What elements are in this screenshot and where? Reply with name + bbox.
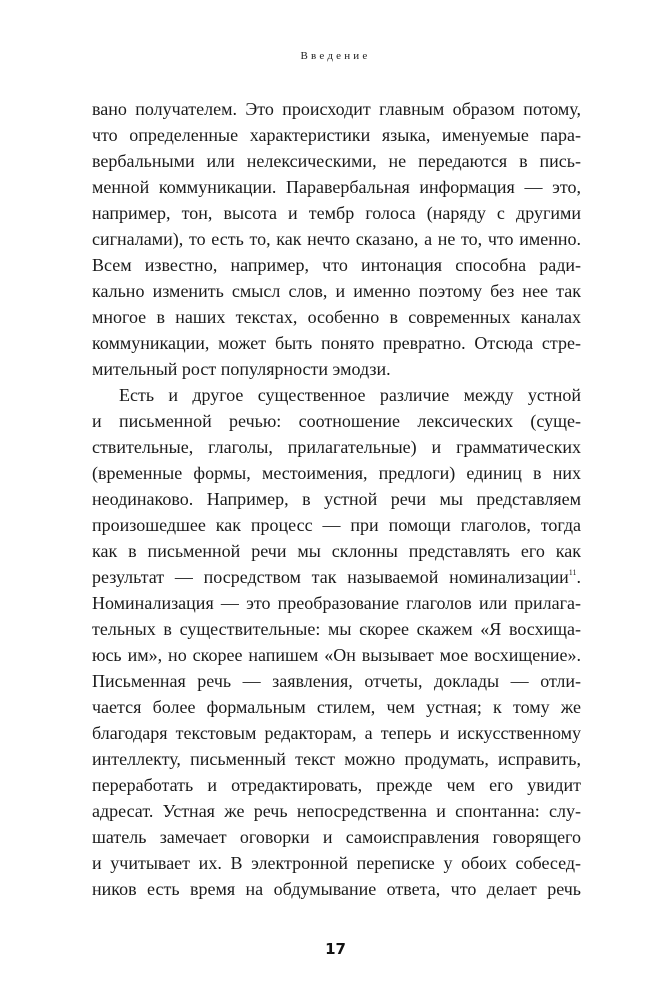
text-line: многое в наших текстах, особенно в современных каналах xyxy=(92,307,581,327)
text-line: коммуникации, может быть понято превратно. Отсюда стре- xyxy=(92,333,581,353)
text-line: произошедшее как процесс — при помощи глаголов, тогда xyxy=(92,515,581,535)
text-line: неодинаково. Например, в устной речи мы представляем xyxy=(92,489,581,509)
text-line: юсь им», но скорее напишем «Он вызывает мое восхищение». xyxy=(92,645,581,665)
text-segment: результат — посредством так называемой номинализации xyxy=(92,567,569,587)
text-line: переработать и отредактировать, прежде чем его увидит xyxy=(92,775,581,795)
text-line: например, тон, высота и тембр голоса (наряду с другими xyxy=(92,203,581,223)
text-line: менной коммуникации. Паравербальная информация — это, xyxy=(92,177,581,197)
running-head: Введение xyxy=(300,50,371,62)
text-line-with-footnote xyxy=(92,566,581,588)
sentence-period: . xyxy=(576,567,581,587)
text-line: адресат. Устная же речь непосредственна и спонтанна: слу- xyxy=(92,801,581,821)
text-line: ствительные, глаголы, прилагательные) и грамматических xyxy=(92,437,581,457)
text-line: мительный рост популярности эмодзи. xyxy=(92,359,391,379)
page-number: 17 xyxy=(325,940,346,958)
text-line: Письменная речь — заявления, отчеты, доклады — отли- xyxy=(92,671,581,691)
paragraph-first-line: Есть и другое существенное различие между устной xyxy=(119,385,581,405)
text-line: тельных в существительные: мы скорее скажем «Я восхища- xyxy=(92,619,581,639)
text-line: как в письменной речи мы склонны представлять его как xyxy=(92,541,581,561)
text-line: кально изменить смысл слов, и именно поэтому без нее так xyxy=(92,281,581,301)
text-line: шатель замечает оговорки и самоисправления говорящего xyxy=(92,827,581,847)
text-line: вербальными или нелексическими, не передаются в пись- xyxy=(92,151,581,171)
text-line: (временные формы, местоимения, предлоги) единиц в них xyxy=(92,463,581,483)
text-line: Номинализация — это преобразование глаголов или прилага- xyxy=(92,593,581,613)
footnote-reference[interactable]: 11 xyxy=(568,568,577,577)
text-line: что определенные характеристики языка, именуемые пара- xyxy=(92,125,581,145)
text-line: и письменной речью: соотношение лексических (суще- xyxy=(92,411,581,431)
text-line: Всем известно, например, что интонация способна ради- xyxy=(92,255,581,275)
text-line: и учитывает их. В электронной переписке у обоих собесед- xyxy=(92,853,581,873)
text-line: интеллекту, письменный текст можно продумать, исправить, xyxy=(92,749,581,769)
text-line: сигналами), то есть то, как нечто сказано, а не то, что именно. xyxy=(92,229,581,249)
text-line: благодаря текстовым редакторам, а теперь и искусственному xyxy=(92,723,581,743)
text-line: вано получателем. Это происходит главным образом потому, xyxy=(92,99,581,119)
text-line: чается более формальным стилем, чем устная; к тому же xyxy=(92,697,581,717)
text-line: ников есть время на обдумывание ответа, что делает речь xyxy=(92,879,581,899)
